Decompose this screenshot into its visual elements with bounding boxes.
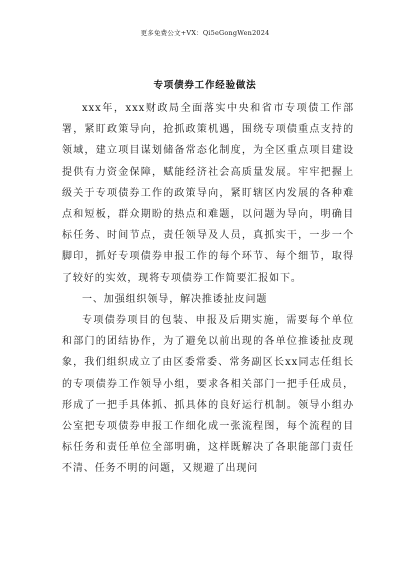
intro-paragraph: xxx年，xxx财政局全面落实中央和省市专项债工作部署，紧盯政策导向，抢抓政策机遇，围绕专项债重点支持的领域，建立项目谋划储备常态化制度，为全区重点项目建设提供有力资金保障，赋能经济社会高质量发展。牢牢把握上级关于专项债券工作的政策导向，紧盯辖区内发展的各种难点和短板，群众期盼的热点和难题，以问题为导向，明确目标任务、时间节点，责任领导及人员，真抓实干，一步一个脚印，抓好专项债券申报工作的每个环节、每个细节，取得了较好的实效，现将专项债券工作简要汇报如下。 [62, 103, 354, 284]
section-paragraph: 专项债券项目的包装、申报及后期实施，需要每个单位和部门的团结协作，为了避免以前出现的各单位推诿扯皮现象，我们组织成立了由区委常委、常务副区长xx同志任组长的专项债券工作领导小组，要求各相关部门一把手任成员，形成了一把手具体抓、抓具体的良好运行机制。领导小组办公室把专项债券申报工作细化成一张流程图，每个流程的目标任务和责任单位全部明确，这样既解决了各职能部门责任不清、任务不明的问题，又规避了出现问 [62, 315, 354, 475]
document-body [62, 98, 354, 480]
document-title: 专项债券工作经验做法 [153, 80, 257, 91]
header-note: 更多免费公文+VX：Qi5eGongWen2024 [140, 29, 270, 37]
section-heading: 一、加强组织领导，解决推诿扯皮问题 [82, 293, 268, 305]
